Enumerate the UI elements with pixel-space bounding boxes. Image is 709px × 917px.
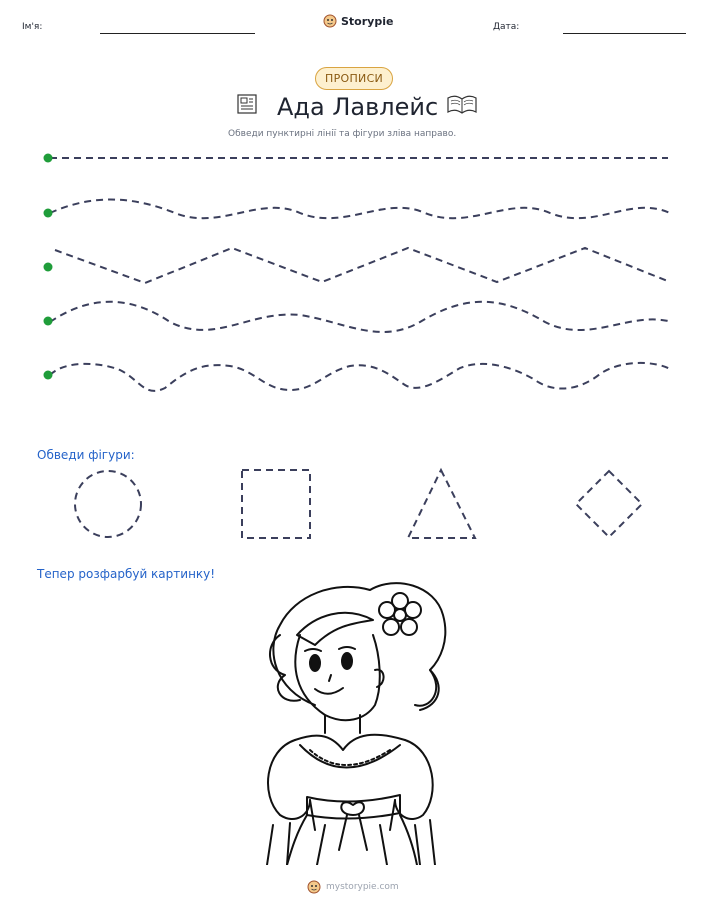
- square-shape: [242, 470, 310, 538]
- brand-name: Storypie: [341, 14, 394, 28]
- name-line[interactable]: [100, 33, 255, 34]
- start-dot: [44, 371, 53, 380]
- tracing-line-zigzag: [55, 248, 670, 283]
- triangle-shape: [408, 470, 475, 538]
- circle-shape: [75, 471, 141, 537]
- storypie-mascot-icon: [307, 880, 321, 894]
- date-label: Дата:: [493, 22, 520, 32]
- coloring-label: Тепер розфарбуй картинку!: [37, 567, 216, 581]
- worksheet-type-badge: ПРОПИСИ: [315, 67, 393, 90]
- start-dot: [44, 154, 53, 163]
- start-dot: [44, 317, 53, 326]
- coloring-picture[interactable]: [255, 575, 455, 865]
- footer-site[interactable]: mystorypie.com: [326, 882, 399, 892]
- start-dot: [44, 263, 53, 272]
- start-dot: [44, 209, 53, 218]
- tracing-line-wave-2: [50, 302, 672, 332]
- diamond-shape: [576, 471, 642, 537]
- book-icon: [446, 92, 478, 120]
- brand-logo: [323, 14, 393, 28]
- name-label: Ім'я:: [22, 22, 43, 32]
- page-title: Ада Лавлейс: [277, 93, 439, 121]
- tracing-lines: [0, 140, 709, 400]
- date-line[interactable]: [563, 33, 686, 34]
- tracing-shapes: [0, 462, 709, 547]
- document-icon: [236, 93, 258, 119]
- storypie-mascot-icon: [323, 14, 337, 28]
- tracing-line-bumps: [50, 363, 672, 391]
- shapes-label: Обведи фігури:: [37, 448, 135, 462]
- tracing-line-wave: [50, 200, 670, 219]
- instructions-text: Обведи пунктирні лінії та фігури зліва направо.: [228, 129, 457, 139]
- footer: [307, 880, 399, 894]
